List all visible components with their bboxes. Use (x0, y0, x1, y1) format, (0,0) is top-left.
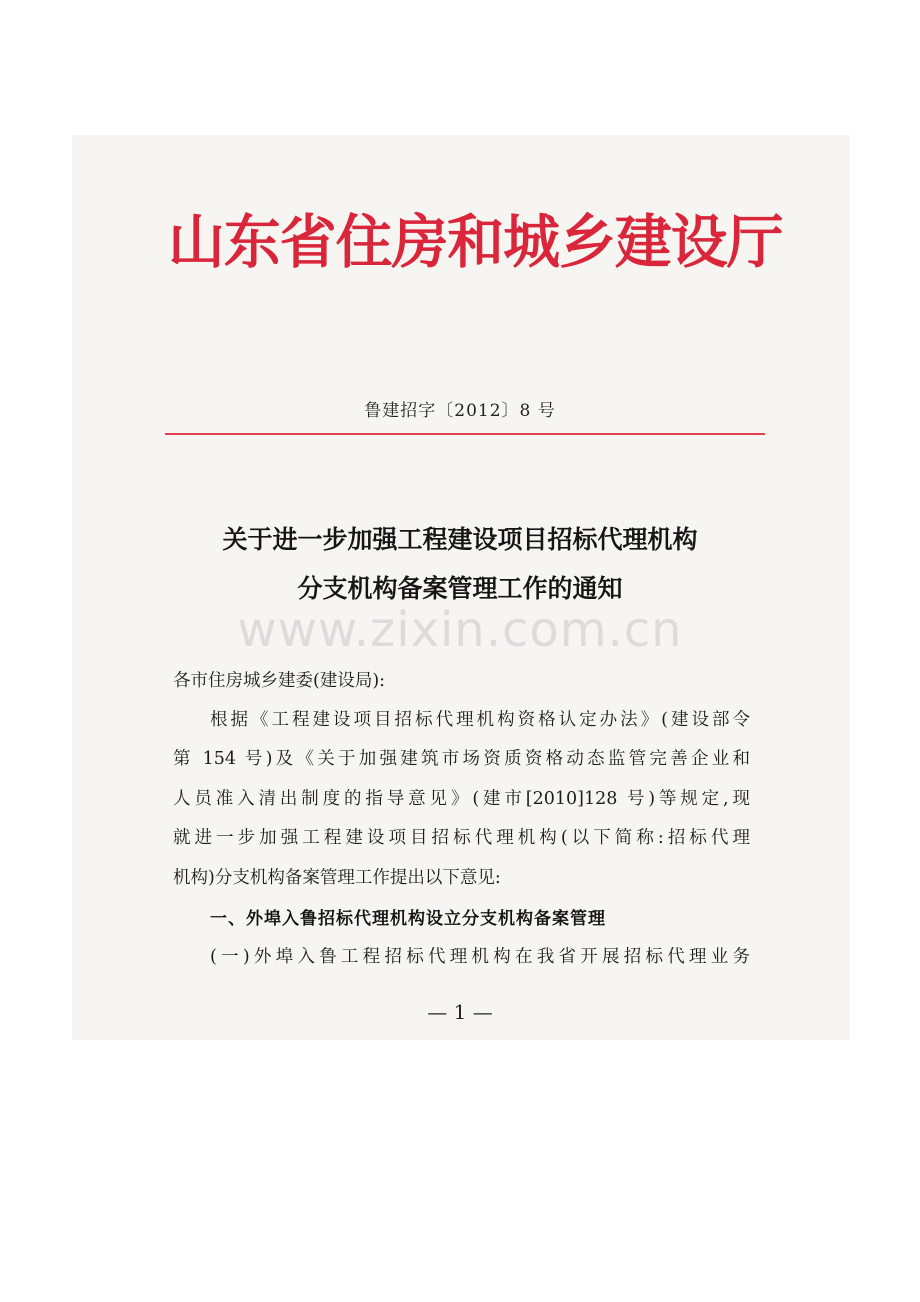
body-paragraph-line: 根据《工程建设项目招标代理机构资格认定办法》(建设部令 (210, 710, 750, 730)
subsection-line: (一)外埠入鲁工程招标代理机构在我省开展招标代理业务 (210, 947, 750, 967)
body-paragraph-line: 机构)分支机构备案管理工作提出以下意见: (173, 868, 501, 888)
document-title-line-1: 关于进一步加强工程建设项目招标代理机构 (222, 525, 698, 554)
body-paragraph-line: 人员准入清出制度的指导意见》(建市[2010]128 号)等规定,现 (173, 789, 750, 809)
body-paragraph-line: 第 154 号)及《关于加强建筑市场资质资格动态监管完善企业和 (173, 749, 750, 769)
watermark: www.zixin.com.cn (237, 602, 683, 658)
section-heading: 一、外埠入鲁招标代理机构设立分支机构备案管理 (210, 909, 606, 929)
document-number: 鲁建招字〔2012〕8 号 (364, 401, 556, 421)
body-paragraph-line: 就进一步加强工程建设项目招标代理机构(以下简称:招标代理 (173, 828, 750, 848)
red-divider (165, 433, 765, 435)
document-title-line-2: 分支机构备案管理工作的通知 (297, 574, 623, 603)
page-number: — 1 — (427, 1000, 493, 1024)
recipient-line: 各市住房城乡建委(建设局): (173, 671, 386, 691)
agency-header: 山东省住房和城乡建设厅 (168, 208, 783, 276)
